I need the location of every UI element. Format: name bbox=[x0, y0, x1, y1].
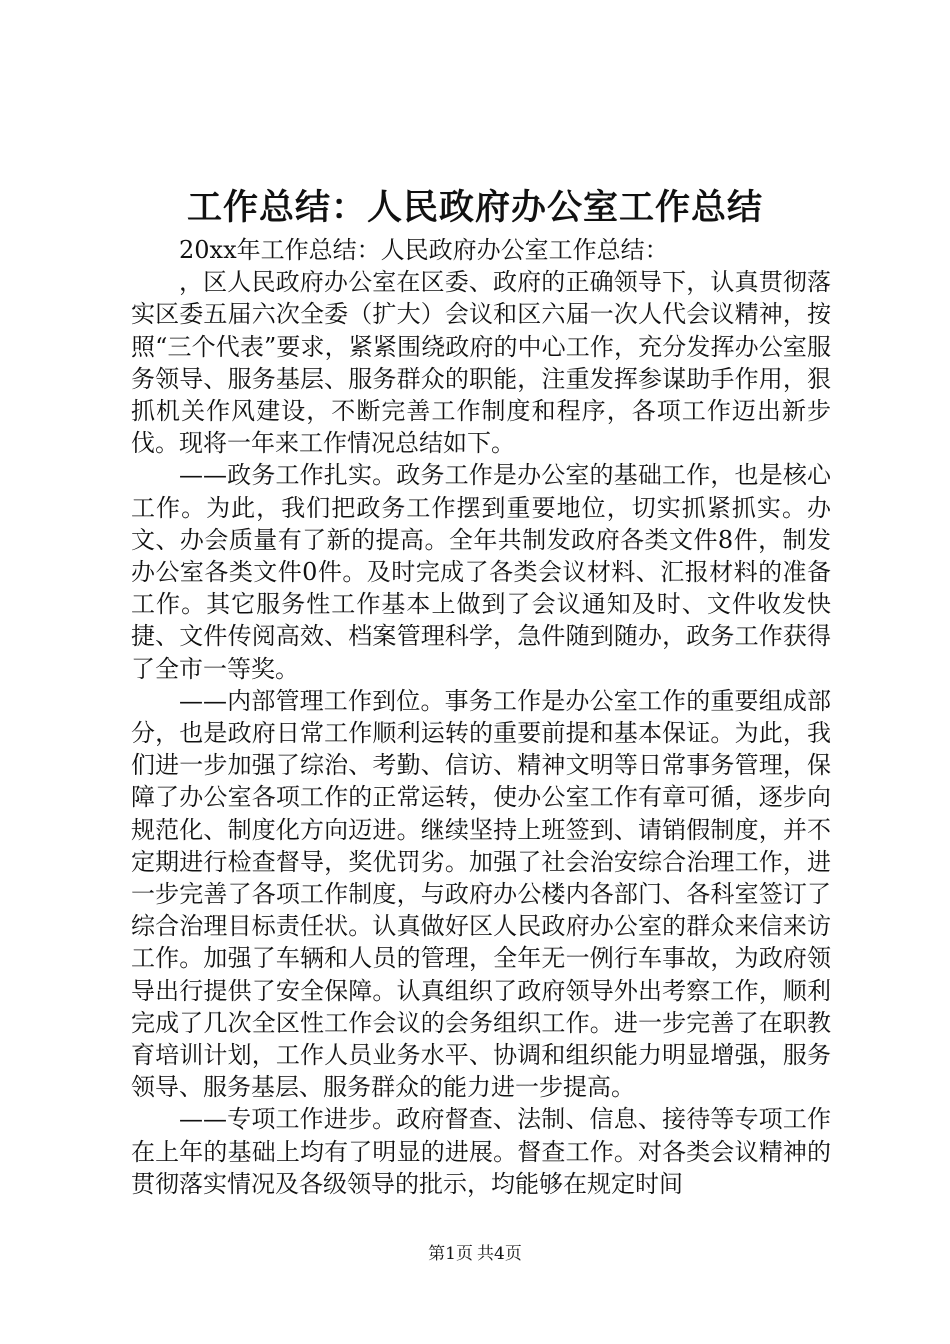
paragraph-overview: ，区人民政府办公室在区委、政府的正确领导下，认真贯彻落实区委五届六次全委（扩大）会议和区六届一次人代会议精神，按照“三个代表”要求，紧紧围绕政府的中心工作，充分发挥办公室服务领导、服务基层、服务群众的职能，注重发挥参谋助手作用，狠抓机关作风建设，不断完善工作制度和程序，各项工作迈出新步伐。现将一年来工作情况总结如下。 bbox=[131, 268, 831, 458]
page-number: 第1页 bbox=[428, 1244, 473, 1264]
paragraph-intro: 20xx年工作总结：人民政府办公室工作总结： bbox=[179, 236, 669, 264]
paragraph-government-affairs: ——政务工作扎实。政务工作是办公室的基础工作，也是核心工作。为此，我们把政务工作摆到重要地位，切实抓紧抓实。办文、办会质量有了新的提高。全年共制发政府各类文件8件，制发办公室各类文件0件。及时完成了各类会议材料、汇报材料的准备工作。其它服务性工作基本上做到了会议通知及时、文件收发快捷、文件传阅高效、档案管理科学，急件随到随办，政务工作获得了全市一等奖。 bbox=[131, 461, 831, 683]
document-body bbox=[131, 234, 831, 1200]
document-title: 工作总结：人民政府办公室工作总结 bbox=[186, 187, 763, 228]
paragraph-special-work: ——专项工作进步。政府督查、法制、信息、接待等专项工作在上年的基础上均有了明显的进展。督查工作。对各类会议精神的贯彻落实情况及各级领导的批示，均能够在规定时间 bbox=[131, 1105, 831, 1198]
page-total: 共4页 bbox=[477, 1244, 522, 1264]
paragraph-internal-management: ——内部管理工作到位。事务工作是办公室工作的重要组成部分，也是政府日常工作顺利运转的重要前提和基本保证。为此，我们进一步加强了综治、考勤、信访、精神文明等日常事务管理，保障了办公室各项工作的正常运转，使办公室工作有章可循，逐步向规范化、制度化方向迈进。继续坚持上班签到、请销假制度，并不定期进行检查督导，奖优罚劣。加强了社会治安综合治理工作，进一步完善了各项工作制度，与政府办公楼内各部门、各科室签订了综合治理目标责任状。认真做好区人民政府办公室的群众来信来访工作。加强了车辆和人员的管理，全年无一例行车事故，为政府领导出行提供了安全保障。认真组织了政府领导外出考察工作，顺利完成了几次全区性工作会议的会务组织工作。进一步完善了在职教育培训计划，工作人员业务水平、协调和组织能力明显增强，服务领导、服务基层、服务群众的能力进一步提高。 bbox=[131, 686, 831, 1102]
page-footer bbox=[0, 1243, 950, 1265]
